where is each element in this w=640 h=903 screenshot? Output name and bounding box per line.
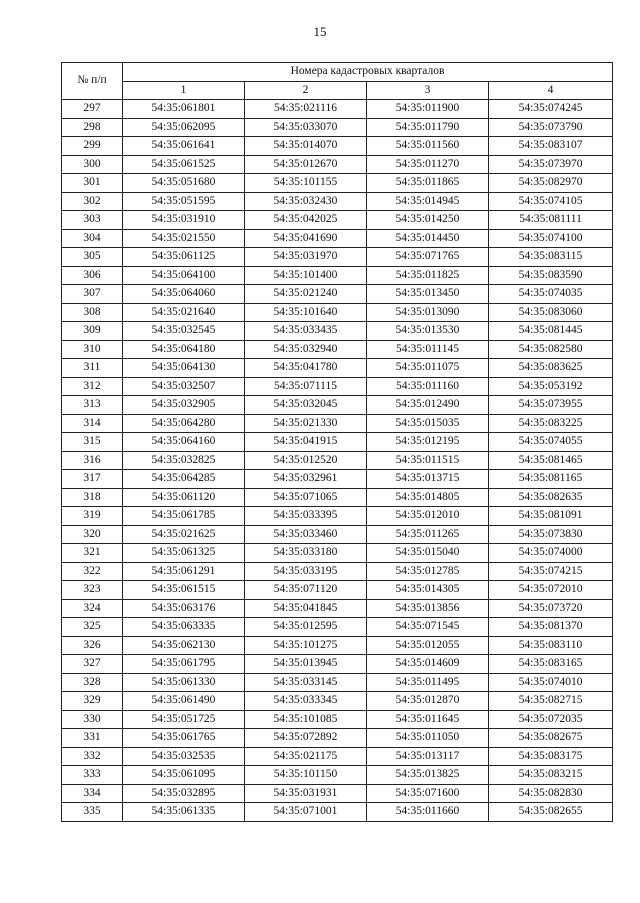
cadastral-number-cell: 54:35:021240: [245, 285, 367, 304]
cadastral-number-cell: 54:35:081370: [489, 618, 613, 637]
cadastral-number-cell: 54:35:012520: [245, 451, 367, 470]
cadastral-number-cell: 54:35:061525: [123, 155, 245, 174]
cadastral-number-cell: 54:35:011075: [367, 359, 489, 378]
cadastral-number-cell: 54:35:041780: [245, 359, 367, 378]
cadastral-number-cell: 54:35:012010: [367, 507, 489, 526]
cadastral-number-cell: 54:35:061785: [123, 507, 245, 526]
cadastral-number-cell: 54:35:015035: [367, 414, 489, 433]
table-row: [62, 784, 613, 803]
cadastral-number-cell: 54:35:101150: [245, 766, 367, 785]
table-row: [62, 396, 613, 415]
table-row: [62, 211, 613, 230]
cadastral-number-cell: 54:35:014305: [367, 581, 489, 600]
row-number-cell: 298: [62, 118, 123, 137]
row-number-cell: 316: [62, 451, 123, 470]
table-row: [62, 248, 613, 267]
cadastral-number-cell: 54:35:013715: [367, 470, 489, 489]
cadastral-number-cell: 54:35:071065: [245, 488, 367, 507]
cadastral-number-cell: 54:35:061325: [123, 544, 245, 563]
row-number-cell: 333: [62, 766, 123, 785]
cadastral-number-cell: 54:35:071120: [245, 581, 367, 600]
cadastral-number-cell: 54:35:071001: [245, 803, 367, 822]
cadastral-number-cell: 54:35:072035: [489, 710, 613, 729]
table-row: [62, 692, 613, 711]
cadastral-quarters-table: [61, 62, 613, 822]
table-row: [62, 766, 613, 785]
cadastral-number-cell: 54:35:073955: [489, 396, 613, 415]
cadastral-number-cell: 54:35:083110: [489, 636, 613, 655]
cadastral-number-cell: 54:35:011900: [367, 100, 489, 119]
cadastral-number-cell: 54:35:071765: [367, 248, 489, 267]
table-row: [62, 118, 613, 137]
table-row: [62, 451, 613, 470]
row-number-cell: 309: [62, 322, 123, 341]
cadastral-number-cell: 54:35:082655: [489, 803, 613, 822]
cadastral-number-cell: 54:35:064180: [123, 340, 245, 359]
cadastral-number-cell: 54:35:083590: [489, 266, 613, 285]
cadastral-number-cell: 54:35:064280: [123, 414, 245, 433]
cadastral-number-cell: 54:35:033460: [245, 525, 367, 544]
cadastral-number-cell: 54:35:041845: [245, 599, 367, 618]
row-number-cell: 315: [62, 433, 123, 452]
table-row: [62, 581, 613, 600]
cadastral-number-cell: 54:35:061490: [123, 692, 245, 711]
cadastral-table-container: [61, 62, 612, 822]
cadastral-number-cell: 54:35:033070: [245, 118, 367, 137]
cadastral-number-cell: 54:35:082635: [489, 488, 613, 507]
cadastral-number-cell: 54:35:064160: [123, 433, 245, 452]
table-row: [62, 488, 613, 507]
table-row: [62, 562, 613, 581]
cadastral-number-cell: 54:35:064130: [123, 359, 245, 378]
row-number-cell: 300: [62, 155, 123, 174]
cadastral-number-cell: 54:35:073720: [489, 599, 613, 618]
cadastral-number-cell: 54:35:021550: [123, 229, 245, 248]
table-row: [62, 414, 613, 433]
row-number-cell: 321: [62, 544, 123, 563]
cadastral-number-cell: 54:35:064285: [123, 470, 245, 489]
cadastral-number-cell: 54:35:101275: [245, 636, 367, 655]
cadastral-number-cell: 54:35:032825: [123, 451, 245, 470]
row-number-cell: 320: [62, 525, 123, 544]
cadastral-number-cell: 54:35:031910: [123, 211, 245, 230]
cadastral-number-cell: 54:35:012870: [367, 692, 489, 711]
cadastral-number-cell: 54:35:014805: [367, 488, 489, 507]
cadastral-number-cell: 54:35:061120: [123, 488, 245, 507]
table-row: [62, 673, 613, 692]
cadastral-number-cell: 54:35:101085: [245, 710, 367, 729]
cadastral-number-cell: 54:35:042025: [245, 211, 367, 230]
row-number-cell: 328: [62, 673, 123, 692]
cadastral-number-cell: 54:35:011145: [367, 340, 489, 359]
cadastral-number-cell: 54:35:073830: [489, 525, 613, 544]
cadastral-number-cell: 54:35:013450: [367, 285, 489, 304]
cadastral-number-cell: 54:35:062130: [123, 636, 245, 655]
cadastral-number-cell: 54:35:083060: [489, 303, 613, 322]
cadastral-number-cell: 54:35:041915: [245, 433, 367, 452]
table-row: [62, 322, 613, 341]
cadastral-number-cell: 54:35:074035: [489, 285, 613, 304]
cadastral-number-cell: 54:35:061515: [123, 581, 245, 600]
cadastral-number-cell: 54:35:074055: [489, 433, 613, 452]
header-column-1: 1: [123, 81, 245, 100]
cadastral-number-cell: 54:35:063335: [123, 618, 245, 637]
cadastral-number-cell: 54:35:072892: [245, 729, 367, 748]
cadastral-number-cell: 54:35:012670: [245, 155, 367, 174]
cadastral-number-cell: 54:35:011660: [367, 803, 489, 822]
cadastral-number-cell: 54:35:083215: [489, 766, 613, 785]
cadastral-number-cell: 54:35:011495: [367, 673, 489, 692]
table-row: [62, 618, 613, 637]
cadastral-number-cell: 54:35:061335: [123, 803, 245, 822]
row-number-cell: 310: [62, 340, 123, 359]
cadastral-number-cell: 54:35:073790: [489, 118, 613, 137]
cadastral-number-cell: 54:35:013945: [245, 655, 367, 674]
table-row: [62, 303, 613, 322]
table-header: [62, 63, 613, 100]
table-row: [62, 192, 613, 211]
table-row: [62, 137, 613, 156]
cadastral-number-cell: 54:35:033195: [245, 562, 367, 581]
cadastral-number-cell: 54:35:071600: [367, 784, 489, 803]
cadastral-number-cell: 54:35:081111: [489, 211, 613, 230]
table-row: [62, 803, 613, 822]
cadastral-number-cell: 54:35:013090: [367, 303, 489, 322]
cadastral-number-cell: 54:35:041690: [245, 229, 367, 248]
row-number-cell: 312: [62, 377, 123, 396]
cadastral-number-cell: 54:35:072010: [489, 581, 613, 600]
cadastral-number-cell: 54:35:021175: [245, 747, 367, 766]
row-number-cell: 319: [62, 507, 123, 526]
cadastral-number-cell: 54:35:011515: [367, 451, 489, 470]
cadastral-number-cell: 54:35:074105: [489, 192, 613, 211]
cadastral-number-cell: 54:35:012055: [367, 636, 489, 655]
cadastral-number-cell: 54:35:061641: [123, 137, 245, 156]
row-number-cell: 302: [62, 192, 123, 211]
cadastral-number-cell: 54:35:074000: [489, 544, 613, 563]
cadastral-number-cell: 54:35:021625: [123, 525, 245, 544]
cadastral-number-cell: 54:35:012785: [367, 562, 489, 581]
cadastral-number-cell: 54:35:011790: [367, 118, 489, 137]
table-row: [62, 433, 613, 452]
cadastral-number-cell: 54:35:071115: [245, 377, 367, 396]
row-number-cell: 334: [62, 784, 123, 803]
page-number: 15: [313, 24, 327, 39]
row-number-cell: 322: [62, 562, 123, 581]
row-number-cell: 305: [62, 248, 123, 267]
row-number-cell: 318: [62, 488, 123, 507]
cadastral-number-cell: 54:35:064100: [123, 266, 245, 285]
row-number-cell: 303: [62, 211, 123, 230]
cadastral-number-cell: 54:35:011050: [367, 729, 489, 748]
row-number-cell: 299: [62, 137, 123, 156]
cadastral-number-cell: 54:35:033395: [245, 507, 367, 526]
cadastral-number-cell: 54:35:074010: [489, 673, 613, 692]
table-row: [62, 266, 613, 285]
cadastral-number-cell: 54:35:032535: [123, 747, 245, 766]
cadastral-number-cell: 54:35:074245: [489, 100, 613, 119]
row-number-cell: 331: [62, 729, 123, 748]
table-row: [62, 599, 613, 618]
row-number-cell: 327: [62, 655, 123, 674]
cadastral-number-cell: 54:35:011160: [367, 377, 489, 396]
table-row: [62, 229, 613, 248]
row-number-cell: 325: [62, 618, 123, 637]
cadastral-number-cell: 54:35:032507: [123, 377, 245, 396]
row-number-cell: 301: [62, 174, 123, 193]
cadastral-number-cell: 54:35:012195: [367, 433, 489, 452]
cadastral-number-cell: 54:35:061795: [123, 655, 245, 674]
cadastral-number-cell: 54:35:064060: [123, 285, 245, 304]
header-column-2: 2: [245, 81, 367, 100]
cadastral-number-cell: 54:35:033180: [245, 544, 367, 563]
cadastral-number-cell: 54:35:021116: [245, 100, 367, 119]
cadastral-number-cell: 54:35:061765: [123, 729, 245, 748]
cadastral-number-cell: 54:35:101400: [245, 266, 367, 285]
cadastral-number-cell: 54:35:014609: [367, 655, 489, 674]
table-row: [62, 655, 613, 674]
cadastral-number-cell: 54:35:061801: [123, 100, 245, 119]
cadastral-number-cell: 54:35:074100: [489, 229, 613, 248]
table-row: [62, 359, 613, 378]
cadastral-number-cell: 54:35:031970: [245, 248, 367, 267]
row-number-cell: 314: [62, 414, 123, 433]
row-number-cell: 313: [62, 396, 123, 415]
cadastral-number-cell: 54:35:082970: [489, 174, 613, 193]
cadastral-number-cell: 54:35:033435: [245, 322, 367, 341]
cadastral-number-cell: 54:35:032045: [245, 396, 367, 415]
cadastral-number-cell: 54:35:061125: [123, 248, 245, 267]
cadastral-number-cell: 54:35:081465: [489, 451, 613, 470]
cadastral-number-cell: 54:35:082675: [489, 729, 613, 748]
cadastral-number-cell: 54:35:014070: [245, 137, 367, 156]
cadastral-number-cell: 54:35:101640: [245, 303, 367, 322]
cadastral-number-cell: 54:35:032905: [123, 396, 245, 415]
cadastral-number-cell: 54:35:082830: [489, 784, 613, 803]
cadastral-number-cell: 54:35:083225: [489, 414, 613, 433]
cadastral-number-cell: 54:35:082580: [489, 340, 613, 359]
row-number-cell: 329: [62, 692, 123, 711]
table-row: [62, 729, 613, 748]
cadastral-number-cell: 54:35:013117: [367, 747, 489, 766]
row-number-cell: 323: [62, 581, 123, 600]
table-row: [62, 174, 613, 193]
header-column-4: 4: [489, 81, 613, 100]
row-number-cell: 297: [62, 100, 123, 119]
cadastral-number-cell: 54:35:011560: [367, 137, 489, 156]
table-row: [62, 710, 613, 729]
table-row: [62, 636, 613, 655]
cadastral-number-cell: 54:35:014250: [367, 211, 489, 230]
cadastral-number-cell: 54:35:021330: [245, 414, 367, 433]
cadastral-number-cell: 54:35:061291: [123, 562, 245, 581]
cadastral-number-cell: 54:35:015040: [367, 544, 489, 563]
cadastral-number-cell: 54:35:101155: [245, 174, 367, 193]
cadastral-number-cell: 54:35:083625: [489, 359, 613, 378]
row-number-cell: 330: [62, 710, 123, 729]
table-row: [62, 100, 613, 119]
row-number-cell: 326: [62, 636, 123, 655]
cadastral-number-cell: 54:35:011270: [367, 155, 489, 174]
row-number-cell: 307: [62, 285, 123, 304]
cadastral-number-cell: 54:35:081091: [489, 507, 613, 526]
cadastral-number-cell: 54:35:083107: [489, 137, 613, 156]
cadastral-number-cell: 54:35:033345: [245, 692, 367, 711]
cadastral-number-cell: 54:35:083165: [489, 655, 613, 674]
table-row: [62, 747, 613, 766]
cadastral-number-cell: 54:35:032895: [123, 784, 245, 803]
cadastral-number-cell: 54:35:032545: [123, 322, 245, 341]
table-row: [62, 525, 613, 544]
cadastral-number-cell: 54:35:014450: [367, 229, 489, 248]
cadastral-number-cell: 54:35:011825: [367, 266, 489, 285]
cadastral-number-cell: 54:35:012490: [367, 396, 489, 415]
cadastral-number-cell: 54:35:011265: [367, 525, 489, 544]
cadastral-number-cell: 54:35:074215: [489, 562, 613, 581]
cadastral-number-cell: 54:35:032961: [245, 470, 367, 489]
header-column-3: 3: [367, 81, 489, 100]
cadastral-number-cell: 54:35:021640: [123, 303, 245, 322]
cadastral-number-cell: 54:35:032430: [245, 192, 367, 211]
cadastral-number-cell: 54:35:011645: [367, 710, 489, 729]
cadastral-number-cell: 54:35:032940: [245, 340, 367, 359]
cadastral-number-cell: 54:35:051680: [123, 174, 245, 193]
table-row: [62, 155, 613, 174]
cadastral-number-cell: 54:35:051595: [123, 192, 245, 211]
cadastral-number-cell: 54:35:013530: [367, 322, 489, 341]
cadastral-number-cell: 54:35:073970: [489, 155, 613, 174]
table-row: [62, 507, 613, 526]
cadastral-number-cell: 54:35:012595: [245, 618, 367, 637]
cadastral-number-cell: 54:35:081165: [489, 470, 613, 489]
table-row: [62, 285, 613, 304]
cadastral-number-cell: 54:35:071545: [367, 618, 489, 637]
cadastral-number-cell: 54:35:081445: [489, 322, 613, 341]
table-row: [62, 544, 613, 563]
row-number-cell: 332: [62, 747, 123, 766]
cadastral-number-cell: 54:35:011865: [367, 174, 489, 193]
row-number-cell: 311: [62, 359, 123, 378]
cadastral-number-cell: 54:35:082715: [489, 692, 613, 711]
cadastral-number-cell: 54:35:013856: [367, 599, 489, 618]
row-number-cell: 317: [62, 470, 123, 489]
cadastral-number-cell: 54:35:061330: [123, 673, 245, 692]
cadastral-number-cell: 54:35:062095: [123, 118, 245, 137]
cadastral-number-cell: 54:35:051725: [123, 710, 245, 729]
cadastral-number-cell: 54:35:063176: [123, 599, 245, 618]
cadastral-number-cell: 54:35:013825: [367, 766, 489, 785]
header-row-number: № п/п: [62, 63, 123, 100]
cadastral-number-cell: 54:35:061095: [123, 766, 245, 785]
cadastral-number-cell: 54:35:031931: [245, 784, 367, 803]
table-row: [62, 340, 613, 359]
table-row: [62, 470, 613, 489]
table-row: [62, 377, 613, 396]
cadastral-number-cell: 54:35:014945: [367, 192, 489, 211]
row-number-cell: 324: [62, 599, 123, 618]
cadastral-number-cell: 54:35:033145: [245, 673, 367, 692]
row-number-cell: 335: [62, 803, 123, 822]
cadastral-number-cell: 54:35:083115: [489, 248, 613, 267]
table-body: [62, 100, 613, 822]
row-number-cell: 304: [62, 229, 123, 248]
cadastral-number-cell: 54:35:083175: [489, 747, 613, 766]
header-cadastral-quarters: Номера кадастровых кварталов: [123, 63, 613, 82]
row-number-cell: 306: [62, 266, 123, 285]
cadastral-number-cell: 54:35:053192: [489, 377, 613, 396]
row-number-cell: 308: [62, 303, 123, 322]
